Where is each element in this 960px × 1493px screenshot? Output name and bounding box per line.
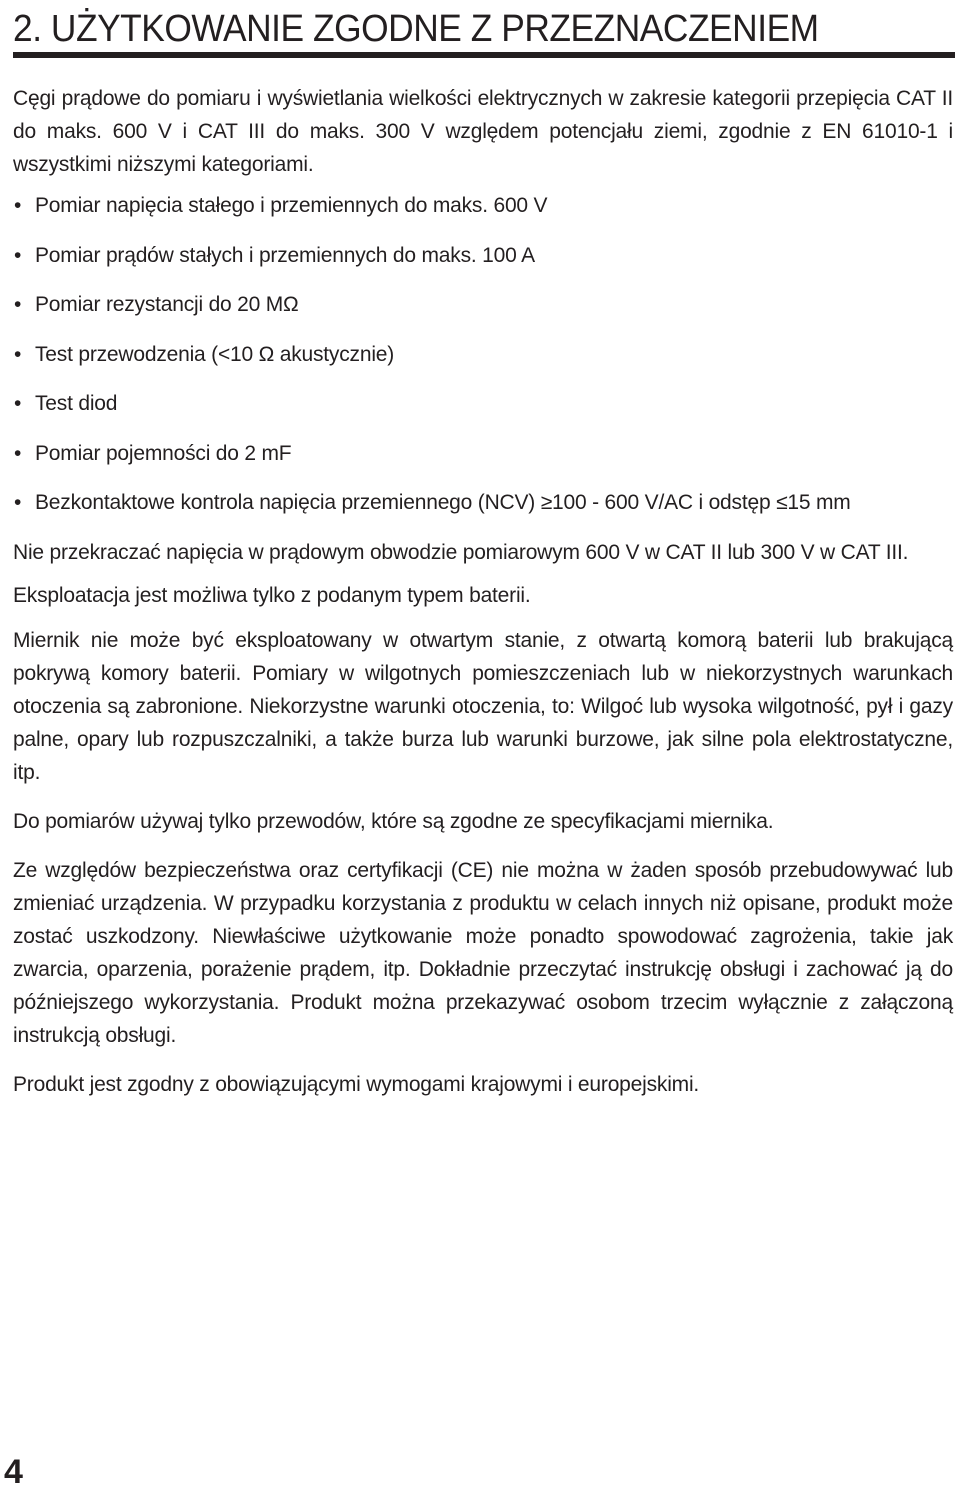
feature-text: Test diod [35, 392, 118, 415]
bullet-icon: • [14, 243, 22, 267]
intro-paragraph: Cęgi prądowe do pomiaru i wyświetlania wielkości elektrycznych w zakresie kategorii przepięcia CAT II do maks. 600 V i CAT III do maks. 300 V względem potencjału ziemi, zgodnie z EN 61010-1 i wszystkimi niższymi kategoriami. [13, 87, 953, 176]
list-item [13, 239, 953, 272]
bullet-icon: • [14, 342, 22, 366]
compliance-paragraph: Produkt jest zgodny z obowiązującymi wymogami krajowymi i europejskimi. [13, 1072, 700, 1096]
bullet-icon: • [14, 392, 22, 415]
feature-text: Pomiar prądów stałych i przemiennych do maks. 100 A [35, 243, 535, 267]
list-item [13, 437, 953, 470]
bullet-icon: • [14, 194, 22, 217]
page-number: 4 [4, 1453, 23, 1491]
list-item [13, 338, 953, 371]
test-leads-paragraph: Do pomiarów używaj tylko przewodów, które są zgodne ze specyfikacjami miernika. [13, 809, 774, 833]
list-item [13, 387, 953, 420]
list-item [13, 288, 953, 321]
voltage-limit-paragraph: Nie przekraczać napięcia w prądowym obwodzie pomiarowym 600 V w CAT II lub 300 V w CAT III. [13, 540, 909, 564]
operating-conditions-paragraph: Miernik nie może być eksploatowany w otwartym stanie, z otwartą komorą baterii lub brakującą pokrywą komory baterii. Pomiary w wilgotnych pomieszczeniach lub w niekorzystnych warunkach otoczenia są zabronione. Niekorzystne warunki otoczenia, to: Wilgoć lub wysoka wilgotność, pył i gazy palne, opary lub rozpuszczalniki, a także burza lub warunki burzowe, jak silne pola elektrostatyczne, itp. [13, 628, 953, 784]
heading-underline [13, 52, 955, 58]
list-item [13, 486, 953, 519]
bullet-icon: • [14, 293, 22, 316]
battery-paragraph: Eksploatacja jest możliwa tylko z podanym typem baterii. [13, 583, 531, 607]
section-heading: 2. UŻYTKOWANIE ZGODNE Z PRZEZNACZENIEM [13, 8, 819, 50]
feature-text: Bezkontaktowe kontrola napięcia przemiennego (NCV) ≥100 - 600 V/AC i odstęp ≤15 mm [35, 491, 851, 514]
feature-text: Pomiar pojemności do 2 mF [35, 441, 292, 465]
list-item [13, 189, 953, 222]
safety-paragraph: Ze względów bezpieczeństwa oraz certyfikacji (CE) nie można w żaden sposób przebudowywać lub zmieniać urządzenia. W przypadku korzystania z produktu w celach innych niż opisane, produkt może zostać uszkodzony. Niewłaściwe użytkowanie może ponadto spowodować zagrożenia, takie jak zwarcia, oparzenia, porażenie prądem, itp. Dokładnie przeczytać instrukcję obsługi i zachować ją do późniejszego wykorzystania. Produkt można przekazywać osobom trzecim wyłącznie z załączoną instrukcją obsługi. [13, 858, 953, 1047]
feature-text: Pomiar napięcia stałego i przemiennych do maks. 600 V [35, 194, 548, 217]
feature-list [13, 189, 953, 519]
manual-page [13, 0, 953, 1101]
feature-text: Pomiar rezystancji do 20 MΩ [35, 293, 299, 316]
feature-text: Test przewodzenia (<10 Ω akustycznie) [35, 342, 395, 366]
bullet-icon: • [14, 441, 22, 465]
bullet-icon: • [14, 491, 22, 514]
